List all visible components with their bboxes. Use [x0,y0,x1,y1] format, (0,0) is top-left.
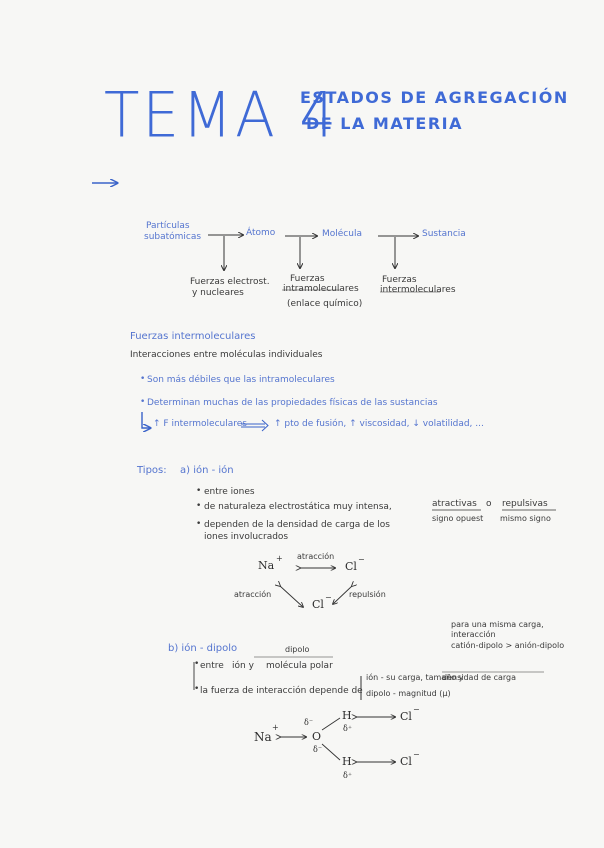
forces-intermoleculares: intermoleculares [380,285,456,295]
forces-intramoleculares: intramoleculares [283,284,359,294]
cl-charge-top: − [358,555,365,564]
type-a-b1: entre iones [204,487,255,497]
bullet-3-rhs: ↑ pto de fusión, ↑ viscosidad, ↓ volatilidad, ... [274,419,484,429]
type-a-mismo-signo: mismo signo [500,514,551,523]
type-a-title: a) ión - ión [180,465,234,476]
type-a-o: o [486,499,492,509]
type-b-b1b: ión y [232,661,254,671]
side-note-1: para una misma carga, [451,620,544,629]
type-b-b2: la fuerza de interacción depende de [200,686,363,696]
bullet-2: Determinan muchas de las propiedades físicas de las sustancias [147,398,438,408]
type-a-b3a: dependen de la densidad de carga de los [204,520,390,530]
repulsion-label: repulsión [349,590,386,599]
section-heading: Fuerzas intermoleculares [130,331,256,342]
type-a-repulsivas: repulsivas [502,499,548,509]
type-b-title: b) ión - dipolo [168,643,238,654]
side-note-2: interacción [451,630,496,639]
oxygen-partial-charge-low: δ⁻ [313,745,323,754]
type-b-dep1b: densidad de carga [442,673,517,682]
hydrogen-bottom-charge: δ⁺ [343,771,353,780]
na-ion-b: Na [254,730,272,744]
type-a-atractivas: atractivas [432,499,477,509]
bullet-dot: • [194,659,200,669]
node-molecula: Molécula [322,229,362,239]
forces-enlace: (enlace químico) [287,299,363,309]
type-b-b1a: entre [200,661,224,671]
bullet-1: Son más débiles que las intramoleculares [147,375,335,385]
bullet-dot: • [194,684,200,694]
cl-ion-b-bottom: Cl [400,755,412,768]
bullet-dot: • [196,519,202,529]
bullet-dot: • [196,486,202,496]
side-note-3: catión-dipolo > anión-dipolo [451,641,565,650]
forces-label-2: Fuerzas [290,274,325,284]
node-sustancia: Sustancia [422,229,466,239]
node-atomo: Átomo [246,228,276,238]
type-a-signo-opuesto: signo opuest [432,514,484,523]
bullet-dot: • [140,397,146,407]
bullet-3-lhs: ↑ F intermoleculares [153,419,247,429]
forces-electrost: Fuerzas electrost. [190,277,270,287]
forces-nucleares: y nucleares [192,288,244,298]
cl-charge-b-bottom: − [413,750,420,759]
cl-charge-bottom: − [325,593,332,602]
forces-label-3: Fuerzas [382,275,417,285]
hydrogen-bottom: H [342,755,352,768]
na-ion: Na [258,559,275,572]
page-title: TEMA 4 [104,78,340,152]
node-particulas: Partículas [146,221,190,231]
oxygen-partial-charge: δ⁻ [304,718,314,727]
bullet-dot: • [196,501,202,511]
cl-ion-top: Cl [345,560,357,573]
attraction-label-top: atracción [297,552,335,561]
oxygen-atom: O [312,730,322,743]
bullet-dot: • [140,374,146,384]
node-subatomicas: subatómicas [144,232,202,242]
page-subtitle-line2: DE LA MATERIA [306,114,463,133]
type-b-b1c: molécula polar [266,661,333,671]
na-charge: + [276,554,283,563]
type-b-dep2: dipolo - magnitud (μ) [366,689,451,698]
hydrogen-top: H [342,709,352,722]
type-b-dipolo-over: dipolo [285,645,310,654]
cl-ion-bottom: Cl [312,598,324,611]
type-a-b2: de naturaleza electrostática muy intensa, [204,502,392,512]
hydrogen-top-charge: δ⁺ [343,724,353,733]
types-label: Tipos: [137,465,167,476]
na-charge-b: + [272,723,279,732]
type-a-b3b: iones involucrados [204,532,289,542]
section-definition: Interacciones entre moléculas individuales [130,350,323,360]
type-b-dep1a: ión - su carga, tamaño y [366,673,464,682]
page-subtitle-line1: ESTADOS DE AGREGACIÓN [300,88,569,107]
attraction-label-left: atracción [234,590,272,599]
cl-ion-b-top: Cl [400,710,412,723]
cl-charge-b-top: − [413,705,420,714]
